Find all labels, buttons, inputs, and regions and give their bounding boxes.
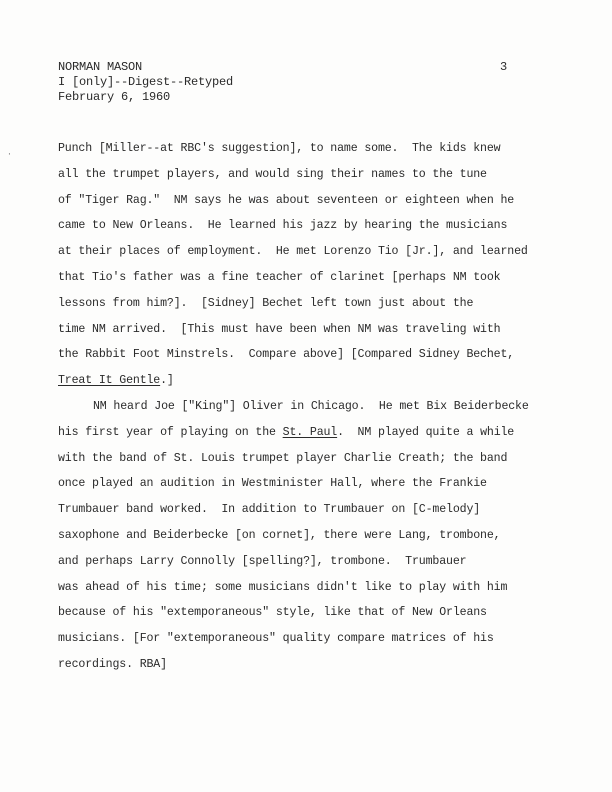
body-line: of "Tiger Rag." NM says he was about seventeen or eighteen when he	[58, 193, 515, 207]
body-line: Punch [Miller--at RBC's suggestion], to name some. The kids knew	[58, 142, 501, 155]
tape-info: I [only]--Digest--Retyped	[58, 75, 234, 89]
stray-mark-icon: ∙	[7, 150, 12, 159]
boat-name: St. Paul	[282, 425, 338, 439]
body-line: at their places of employment. He met Lorenzo Tio [Jr.], and learned	[58, 245, 528, 259]
line-text: . NM played quite a while	[337, 425, 515, 439]
interviewee-name: NORMAN MASON	[58, 60, 143, 74]
line-text: .]	[160, 374, 174, 388]
body-line: came to New Orleans. He learned his jazz by hearing the musicians	[58, 219, 508, 233]
body-line	[58, 368, 578, 394]
body-line: once played an audition in Westminister Hall, where the Frankie	[58, 477, 487, 491]
body-line: that Tio's father was a fine teacher of clarinet [perhaps NM took	[58, 270, 501, 284]
body-line: musicians. [For "extemporaneous" quality compare matrices of his	[58, 632, 494, 646]
body-text	[58, 136, 578, 678]
body-line: NM heard Joe ["King"] Oliver in Chicago. He met Bix Beiderbecke	[93, 399, 529, 413]
body-line: time NM arrived. [This must have been when NM was traveling with	[58, 322, 501, 336]
body-line: and perhaps Larry Connolly [spelling?], trombone. Trumbauer	[58, 554, 467, 568]
body-line: lessons from him?]. [Sidney] Bechet left town just about the	[58, 296, 474, 310]
body-line: Trumbauer band worked. In addition to Trumbauer on [C-melody]	[58, 503, 481, 517]
line-text: his first year of playing on the	[58, 425, 283, 439]
page-number: 3	[500, 60, 508, 74]
book-title: Treat It Gentle	[58, 374, 161, 388]
body-line: all the trumpet players, and would sing their names to the tune	[58, 167, 487, 181]
body-line: with the band of St. Louis trumpet player Charlie Creath; the band	[58, 451, 508, 465]
interview-date: February 6, 1960	[58, 90, 171, 104]
body-line: recordings. RBA]	[58, 657, 167, 671]
body-line: the Rabbit Foot Minstrels. Compare above] [Compared Sidney Bechet,	[58, 348, 515, 362]
body-line: because of his "extemporaneous" style, like that of New Orleans	[58, 606, 487, 620]
body-line	[58, 420, 578, 446]
body-line: was ahead of his time; some musicians didn't like to play with him	[58, 580, 508, 594]
document-header	[58, 60, 233, 105]
body-line: saxophone and Beiderbecke [on cornet], there were Lang, trombone,	[58, 528, 501, 542]
